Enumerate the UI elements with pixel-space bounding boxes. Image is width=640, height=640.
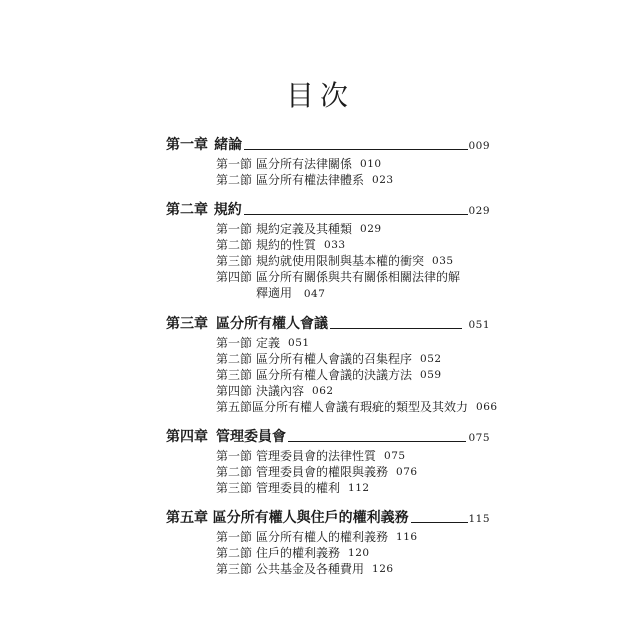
chapter-title: 區分所有權人會議 [216,316,328,332]
chapter-title: 區分所有權人與住戶的權利義務 [212,510,409,526]
section-title: 區分所有關係與共有關係相關法律的解 [256,270,461,284]
section-list [166,335,498,415]
section-title: 區分所有權人會議的決議方法 [256,368,413,382]
section-title: 區分所有權法律體系 [256,173,365,187]
section-title: 公共基金及各種費用 [256,562,365,576]
chapter-number: 第五章 [166,510,208,526]
section-entry[interactable] [166,237,490,253]
section-entry[interactable] [166,383,490,399]
section-entry[interactable] [166,480,490,496]
section-entry[interactable] [166,351,490,367]
chapter-number: 第一章 [166,137,208,153]
section-page: 047 [303,288,326,300]
section-entry[interactable] [166,221,490,237]
section-page: 112 [348,482,370,494]
section-list [166,156,490,188]
section-entry[interactable] [166,156,490,172]
leader-line [330,328,462,329]
section-list [166,448,490,496]
section-number: 第三節 [216,368,253,382]
chapter-page: 115 [468,513,490,525]
section-page: 066 [476,401,498,413]
leader-line [411,522,469,523]
chapter-page: 075 [468,432,490,444]
section-page: 010 [360,158,382,170]
section-number: 第三節 [216,481,253,495]
section-number: 第四節 [216,270,253,284]
section-page: 062 [312,385,334,397]
section-entry[interactable] [166,399,498,415]
section-page: 052 [420,353,442,365]
section-entry[interactable] [166,253,490,269]
section-title-continued: 釋適用 [256,286,293,300]
section-page: 059 [420,369,442,381]
section-number: 第二節 [216,352,253,366]
section-page: 120 [348,547,370,559]
chapter-title: 管理委員會 [216,429,286,445]
section-number: 第一節 [216,336,253,350]
section-number: 第二節 [216,465,253,479]
chapter-5 [166,505,490,577]
leader-line [288,441,466,442]
chapter-heading[interactable] [166,311,490,333]
section-page: 075 [384,450,406,462]
section-page: 126 [372,563,394,575]
leader-line [244,149,468,150]
section-entry[interactable] [166,464,490,480]
page-title: 目次 [285,79,354,112]
section-number: 第二節 [216,546,253,560]
section-title: 規約定義及其種類 [256,222,353,236]
section-number: 第一節 [216,530,253,544]
chapter-2 [166,197,490,301]
section-title: 區分所有權人會議的召集程序 [256,352,413,366]
section-number: 第一節 [216,449,253,463]
section-title: 區分所有權人會議有瑕疵的類型及其效力 [252,400,469,414]
section-entry[interactable] [166,448,490,464]
chapter-number: 第四章 [166,429,208,445]
section-number: 第二節 [216,238,253,252]
section-entry[interactable] [166,172,490,188]
section-title: 規約的性質 [256,238,317,252]
section-page: 029 [360,223,382,235]
chapter-heading[interactable] [166,424,490,446]
section-title: 管理委員會的權限與義務 [256,465,389,479]
chapter-3 [166,311,498,415]
section-page: 023 [372,174,394,186]
section-page: 116 [396,531,418,543]
section-list [166,529,490,577]
chapter-title: 規約 [213,202,242,218]
section-page: 033 [324,239,346,251]
chapter-page: 029 [468,205,490,217]
section-title: 住戶的權利義務 [256,546,341,560]
section-title: 定義 [256,336,281,350]
section-number: 第一節 [216,157,253,171]
chapter-number: 第三章 [166,316,208,332]
section-entry[interactable] [166,269,490,285]
section-page: 076 [396,466,418,478]
chapter-heading[interactable] [166,197,490,219]
leader-line [244,214,469,215]
section-title: 區分所有權人的權利義務 [256,530,389,544]
section-entry-continued[interactable] [256,285,490,301]
section-entry[interactable] [166,529,490,545]
section-title: 管理委員會的法律性質 [256,449,377,463]
section-list [166,221,490,301]
chapter-heading[interactable] [166,505,490,527]
section-title: 管理委員的權利 [256,481,341,495]
section-page: 051 [288,337,310,349]
chapter-page: 009 [468,140,490,152]
chapter-4 [166,424,490,496]
chapter-number: 第二章 [166,202,208,218]
section-number: 第二節 [216,173,253,187]
section-entry[interactable] [166,367,490,383]
section-title: 區分所有法律關係 [256,157,353,171]
section-title: 規約就使用限制與基本權的衝突 [256,254,425,268]
chapter-title: 緒論 [214,137,243,153]
chapter-1 [166,132,490,188]
section-number: 第三節 [216,254,253,268]
section-number: 第一節 [216,222,253,236]
chapter-page: 051 [468,319,490,331]
section-number: 第五節 [216,400,253,414]
section-entry[interactable] [166,335,490,351]
section-number: 第四節 [216,384,253,398]
section-entry[interactable] [166,545,490,561]
section-title: 決議內容 [256,384,305,398]
section-entry[interactable] [166,561,490,577]
section-number: 第三節 [216,562,253,576]
chapter-heading[interactable] [166,132,490,154]
section-page: 035 [432,255,454,267]
